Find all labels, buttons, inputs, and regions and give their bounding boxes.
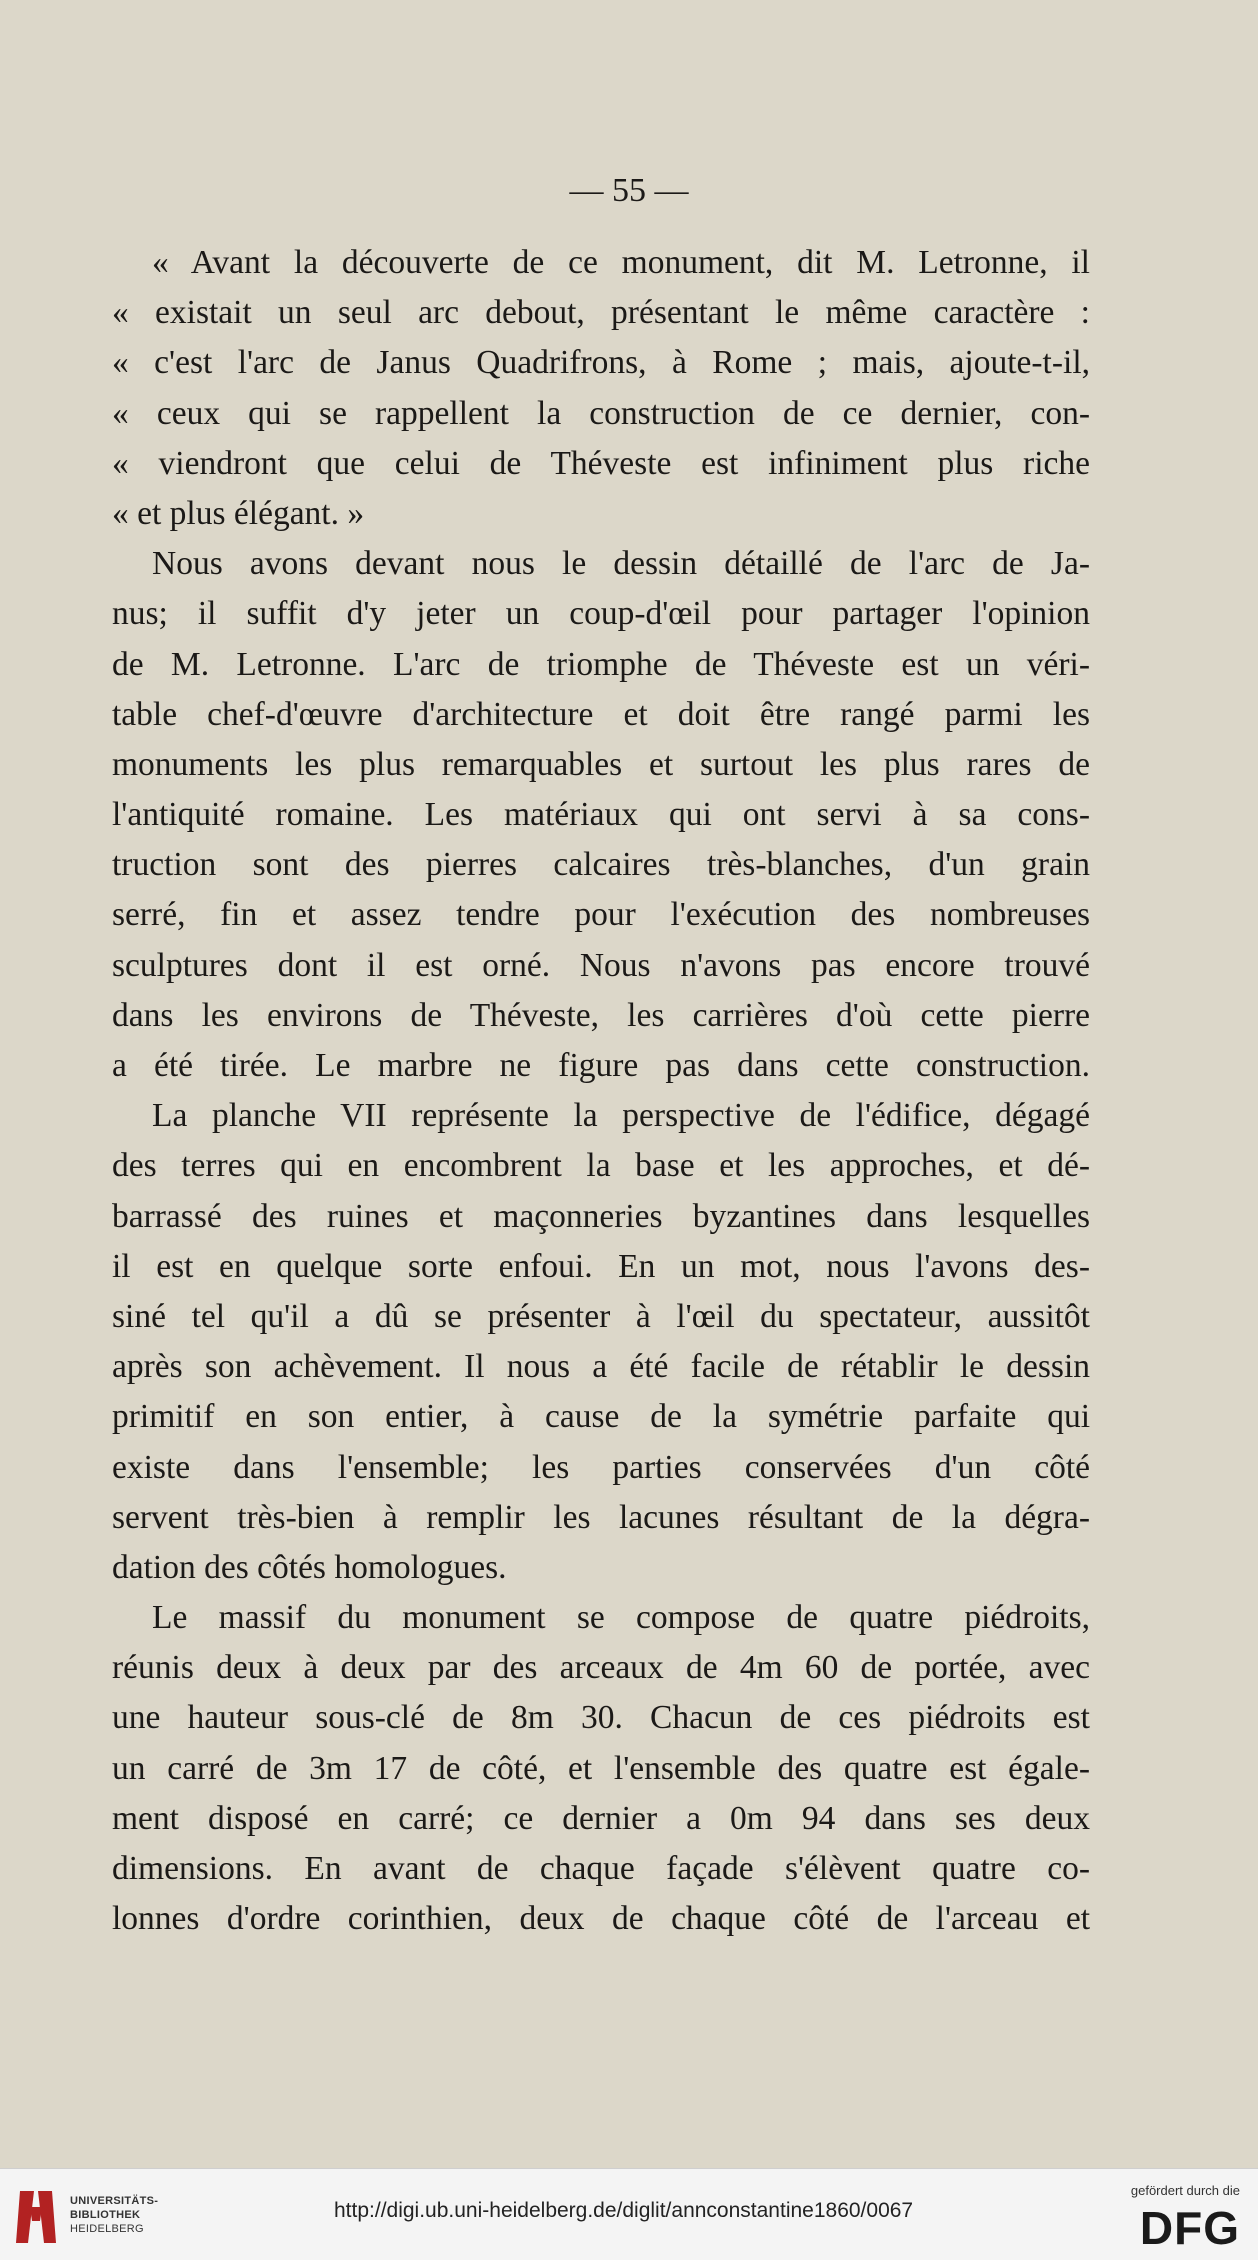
page-number: — 55 —	[569, 172, 689, 209]
text-line: servent très-bien à remplir les lacunes résultant de la dégra-	[112, 1498, 1090, 1536]
text-line: Le massif du monument se compose de quatre piédroits,	[152, 1599, 1090, 1637]
text-line: serré, fin et assez tendre pour l'exécution des nombreuses	[112, 896, 1090, 934]
text-line: « Avant la découverte de ce monument, dit M. Letronne, il	[152, 244, 1090, 281]
text-line: ment disposé en carré; ce dernier a 0m 94 dans ses deux	[112, 1799, 1090, 1837]
text-line: un carré de 3m 17 de côté, et l'ensemble des quatre est égale-	[112, 1749, 1090, 1787]
text-line: de M. Letronne. L'arc de triomphe de Théveste est un véri-	[112, 645, 1090, 683]
text-line: une hauteur sous-clé de 8m 30. Chacun de ces piédroits est	[112, 1699, 1090, 1737]
text-line: « existait un seul arc debout, présentant le même caractère :	[112, 294, 1090, 332]
body-text	[112, 238, 1090, 1944]
text-line: barrassé des ruines et maçonneries byzantines dans lesquelles	[112, 1197, 1090, 1235]
text-line: sculptures dont il est orné. Nous n'avons pas encore trouvé	[112, 946, 1090, 984]
university-library-name	[70, 2194, 158, 2236]
text-line: l'antiquité romaine. Les matériaux qui ont servi à sa cons-	[112, 796, 1090, 834]
text-line: table chef-d'œuvre d'architecture et doit être rangé parmi les	[112, 695, 1090, 733]
viewer-footer	[0, 2168, 1258, 2260]
text-line: dimensions. En avant de chaque façade s'élèvent quatre co-	[112, 1850, 1090, 1887]
text-line: lonnes d'ordre corinthien, deux de chaque côté de l'arceau et	[112, 1900, 1090, 1938]
text-line: « viendront que celui de Théveste est infiniment plus riche	[112, 444, 1090, 482]
text-line: truction sont des pierres calcaires très-blanches, d'un grain	[112, 846, 1090, 884]
university-library-logo-icon[interactable]	[14, 2187, 58, 2247]
text-line: « ceux qui se rappellent la construction de ce dernier, con-	[112, 394, 1090, 432]
text-line: « et plus élégant. »	[112, 494, 365, 532]
text-line: primitif en son entier, à cause de la symétrie parfaite qui	[112, 1398, 1090, 1436]
text-line: après son achèvement. Il nous a été facile de rétablir le dessin	[112, 1348, 1090, 1386]
text-line: dans les environs de Théveste, les carrières d'où cette pierre	[112, 996, 1090, 1034]
text-line: il est en quelque sorte enfoui. En un mot, nous l'avons des-	[112, 1247, 1090, 1285]
text-line: Nous avons devant nous le dessin détaillé de l'arc de Ja-	[152, 545, 1090, 583]
dfg-logo[interactable]: DFG	[1139, 2202, 1240, 2254]
text-line: monuments les plus remarquables et surtout les plus rares de	[112, 745, 1090, 783]
funding-caption: gefördert durch die	[1130, 2183, 1240, 2198]
text-line: La planche VII représente la perspective de l'édifice, dégagé	[152, 1097, 1090, 1135]
text-line: « c'est l'arc de Janus Quadrifrons, à Rome ; mais, ajoute-t-il,	[112, 344, 1090, 382]
text-line: réunis deux à deux par des arceaux de 4m 60 de portée, avec	[112, 1649, 1090, 1687]
text-line: siné tel qu'il a dû se présenter à l'œil du spectateur, aussitôt	[112, 1297, 1090, 1335]
text-line: a été tirée. Le marbre ne figure pas dans cette construction.	[112, 1047, 1090, 1084]
library-name-line: UNIVERSITÄTS-	[70, 2195, 159, 2207]
text-line: nus; il suffit d'y jeter un coup-d'œil pour partager l'opinion	[112, 595, 1090, 633]
library-name-line: BIBLIOTHEK	[70, 2209, 141, 2221]
library-name-line: HEIDELBERG	[70, 2223, 144, 2235]
permalink-url[interactable]: http://digi.ub.uni-heidelberg.de/diglit/annconstantine1860/0067	[334, 2199, 914, 2222]
text-line: dation des côtés homologues.	[112, 1548, 507, 1586]
text-line: existe dans l'ensemble; les parties conservées d'un côté	[112, 1448, 1090, 1486]
text-line: des terres qui en encombrent la base et les approches, et dé-	[112, 1147, 1090, 1185]
